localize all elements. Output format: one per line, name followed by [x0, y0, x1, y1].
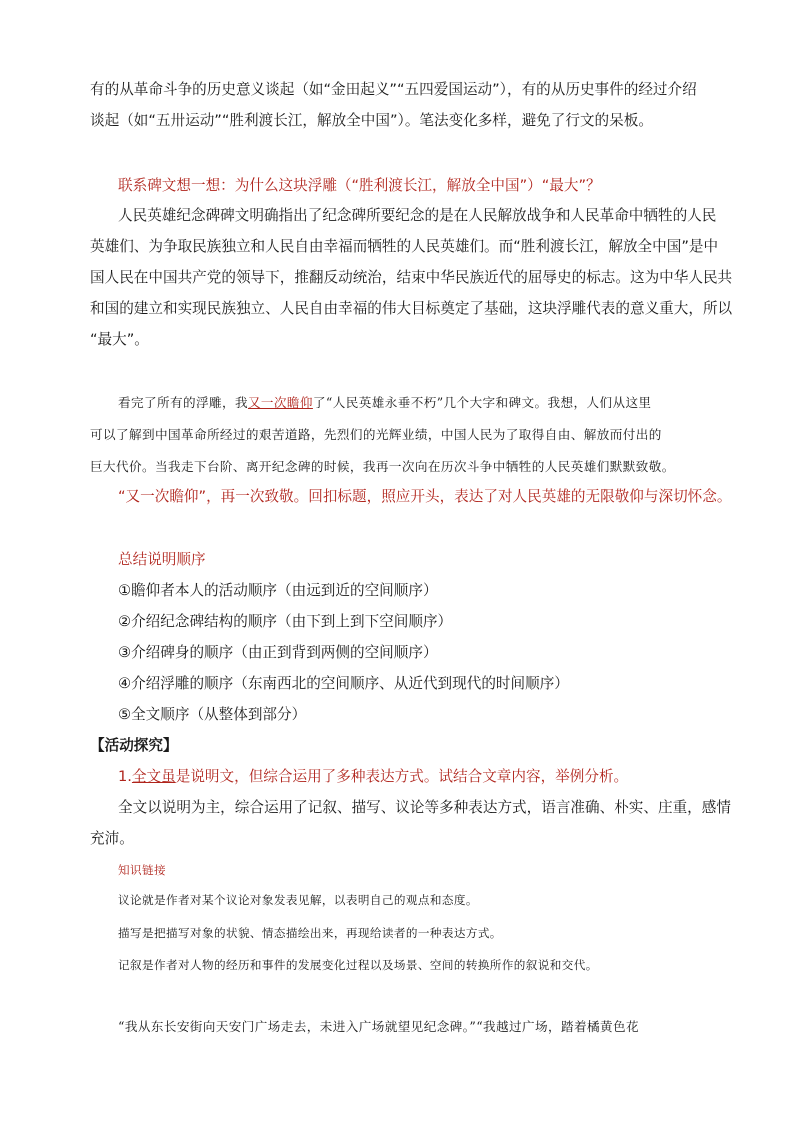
answer-line: 和国的建立和实现民族独立、人民自由幸福的伟大目标奠定了基础，这块浮雕代表的意义重大，所以 [90, 300, 733, 317]
question-text: 是说明文，但综合运用了多种表达方式。试结合文章内容，举例分析。 [175, 768, 629, 785]
knowledge-item: 描写是把描写对象的状貌、情态描绘出来，再现给读者的一种表达方式。 [118, 926, 502, 940]
paragraph-line: 有的从革命斗争的历史意义谈起（如“金田起义”“五四爱国运动”），有的从历史事件的经过介绍 [90, 81, 697, 98]
knowledge-item: 议论就是作者对某个议论对象发表见解，以表明自己的观点和态度。 [118, 893, 478, 907]
activity-question [118, 767, 628, 787]
quote-line: 可以了解到中国革命所经过的艰苦道路，先烈们的光辉业绩，中国人民为了取得自由、解放而付出的 [90, 427, 662, 442]
answer-line: 人民英雄纪念碑碑文明确指出了纪念碑所要纪念的是在人民解放战争和人民革命中牺牲的人民 [118, 207, 717, 224]
summary-item: ④介绍浮雕的顺序（东南西北的空间顺序、从近代到现代的时间顺序） [118, 675, 569, 692]
answer-line: 英雄们、为争取民族独立和人民自由幸福而牺牲的人民英雄们。而“胜利渡长江，解放全中国”是中 [90, 238, 719, 255]
summary-title: 总结说明顺序 [118, 551, 206, 568]
activity-answer: 充沛。 [90, 830, 134, 847]
answer-line: “最大”。 [90, 331, 149, 348]
knowledge-title: 知识链接 [118, 863, 166, 877]
answer-line: 国人民在中国共产党的领导下，推翻反动统治，结束中华民族近代的屈辱史的标志。这为中华人民共 [90, 269, 733, 286]
underlined-phrase: 又一次瞻仰 [247, 395, 313, 410]
paragraph-line: 谈起（如“五卅运动”“胜利渡长江，解放全中国”）。笔法变化多样，避免了行文的呆板。 [90, 112, 653, 129]
summary-item: ①瞻仰者本人的活动顺序（由远到近的空间顺序） [118, 582, 438, 599]
quote-line: 巨大代价。当我走下台阶、离开纪念碑的时候，我再一次向在历次斗争中牺牲的人民英雄们默默致敬。 [90, 459, 675, 474]
activity-answer: 全文以说明为主，综合运用了记叙、描写、议论等多种表达方式，语言准确、朴实、庄重，感情 [118, 799, 731, 816]
summary-item: ⑤全文顺序（从整体到部分） [118, 706, 307, 723]
quote-text: 看完了所有的浮雕，我 [118, 395, 248, 410]
annotation-note: “又一次瞻仰”，再一次致敬。回扣标题，照应开头，表达了对人民英雄的无限敬仰与深切怀念。 [118, 488, 732, 505]
summary-item: ②介绍纪念碑结构的顺序（由下到上到下空间顺序） [118, 613, 453, 630]
knowledge-item: 记叙是作者对人物的经历和事件的发展变化过程以及场景、空间的转换所作的叙说和交代。 [118, 958, 598, 972]
section-heading: 【活动探究】 [90, 737, 178, 754]
quote-text: 了“人民英雄永垂不朽”几个大字和碑文。我想，人们从这里 [312, 395, 652, 410]
quote-line: “我从东长安街向天安门广场走去，未进入广场就望见纪念碑。”“我越过广场，踏着橘黄色花 [118, 1019, 639, 1034]
think-question: 联系碑文想一想：为什么这块浮雕（“胜利渡长江，解放全中国”）“最大”？ [118, 177, 601, 194]
underlined-phrase: 全文虽 [131, 768, 176, 785]
summary-item: ③介绍碑身的顺序（由正到背到两侧的空间顺序） [118, 644, 438, 661]
question-number: 1. [118, 768, 132, 785]
quote-line [118, 393, 651, 413]
